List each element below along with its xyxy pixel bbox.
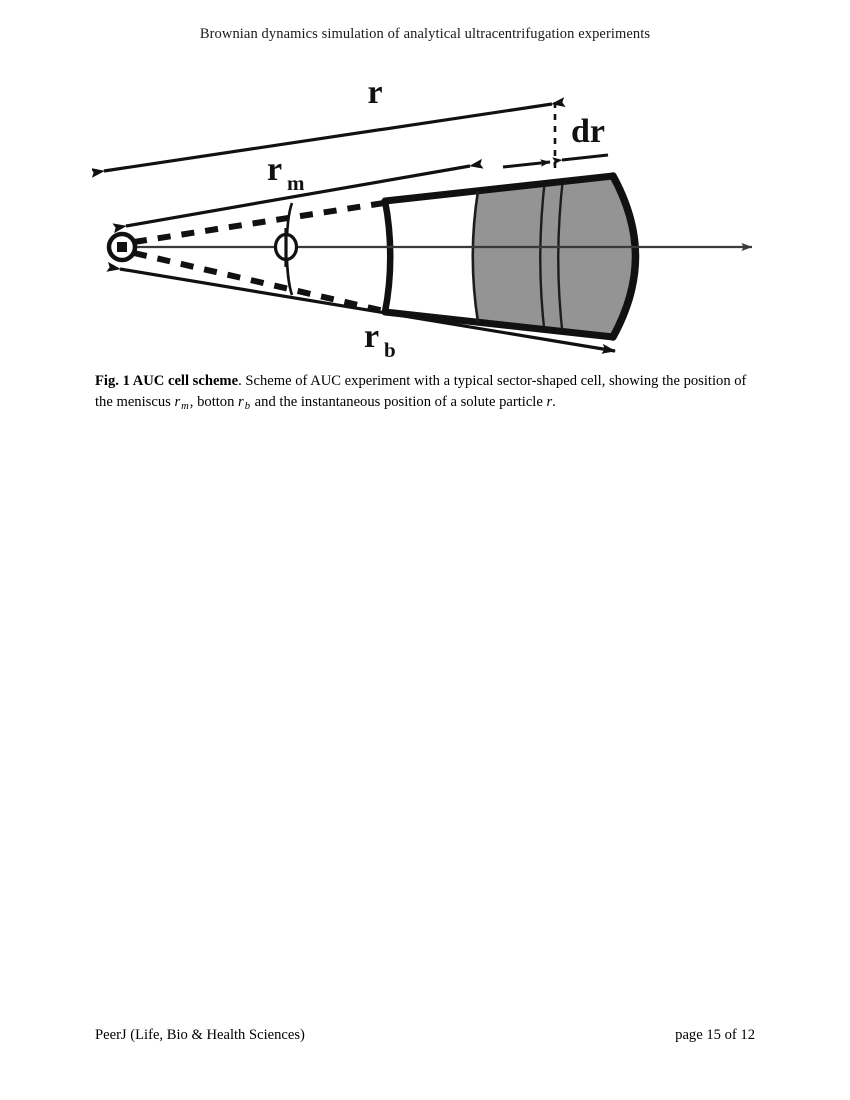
r-dimension-arrow <box>104 104 552 171</box>
caption-sub-m: m <box>181 400 189 412</box>
cell-left-edge-arc <box>385 201 390 312</box>
caption-italic-r-2: r <box>238 393 244 410</box>
caption-italic-r-1: r <box>174 393 181 410</box>
figure-auc-cell-scheme <box>92 66 772 366</box>
auc-cell <box>385 162 636 354</box>
rotation-center-marker <box>109 234 135 260</box>
label-dr: dr <box>571 113 605 150</box>
caption-text-2: , botton <box>189 393 239 410</box>
caption-text-4: . <box>552 393 556 410</box>
air-space-region <box>385 191 478 322</box>
caption-italic-r-3: r <box>546 393 553 410</box>
label-rb <box>364 318 396 362</box>
caption-bold-lead: Fig. 1 AUC cell scheme <box>95 373 239 389</box>
footer-page-number: page 15 of 12 <box>675 1027 755 1043</box>
label-rm-base: r <box>267 151 283 188</box>
label-rm <box>267 151 305 195</box>
figure-caption <box>95 371 755 414</box>
label-r: r <box>367 74 383 111</box>
solution-region-shaded <box>473 176 636 337</box>
label-rb-subscript: b <box>384 338 396 362</box>
label-rm-subscript: m <box>287 171 305 195</box>
caption-sub-b: b <box>244 400 251 412</box>
caption-text-3: and the instantaneous position of a solute particle <box>251 393 547 410</box>
running-head: Brownian dynamics simulation of analytical ultracentrifugation experiments <box>199 26 651 42</box>
caption-text-1: . Scheme of AUC experiment with a typical sector-shaped cell, showing the position of the meniscus <box>95 373 747 410</box>
footer-journal-name: PeerJ (Life, Bio & Health Sciences) <box>95 1027 305 1043</box>
label-rb-base: r <box>364 318 380 355</box>
